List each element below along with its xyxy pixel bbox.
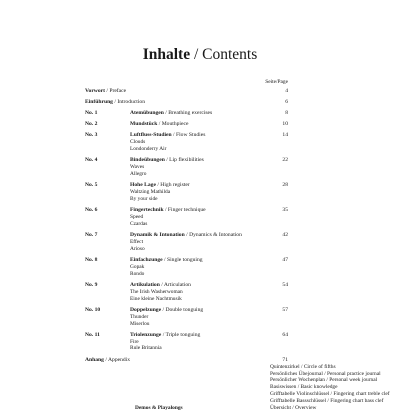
entry-title-english: / Preface (105, 88, 127, 94)
entry-title-german: Anhang (85, 356, 104, 363)
subentry-title: By your side (130, 196, 158, 202)
appendix-item-title (135, 405, 317, 412)
entry-title (85, 357, 130, 364)
entry-page: 64 (282, 331, 288, 338)
entry-title-german: Fingertechnik (130, 207, 164, 214)
entry-title (85, 88, 126, 95)
entry-page: 4 (285, 88, 288, 94)
entry-title-english: / Appendix (103, 356, 131, 363)
entry-page: 14 (282, 132, 288, 139)
subentry-title: Thunder (130, 313, 149, 320)
entry-title-german: Luftfluss-Studien (130, 132, 172, 139)
entry-title-german: Atemübungen (130, 110, 164, 117)
entry-title-german: Einfachzunge (130, 256, 163, 263)
entry-title-english: / High register (155, 182, 190, 189)
appendix-item-text: Übersicht / Overview (270, 405, 317, 411)
subentry-title: Londonderry Air (130, 146, 167, 153)
entry-number: No. 8 (85, 256, 98, 263)
subentry-title: Miserlou (130, 320, 150, 327)
entry-number: No. 4 (85, 157, 98, 164)
entry-title-english: / Articulation (159, 281, 191, 288)
entry-title-english: / Breathing exercises (163, 110, 213, 117)
entry-number: No. 9 (85, 281, 98, 288)
appendix-item-bold: Demos & Playalongs (135, 405, 183, 411)
entry-title-german: Doppelzunge (130, 306, 162, 313)
page-column-header: Seite/Page (265, 79, 288, 85)
entry-title-german: Mundstück (130, 121, 158, 128)
entry-title-english: / Lip flexibilities (164, 157, 204, 164)
entry-title-english: / Flow Studies (171, 132, 206, 139)
entry-number: No. 2 (85, 121, 98, 128)
appendix-item-text: Persönliches Übejournal / Personal practice journal (270, 370, 381, 377)
entry-title (130, 332, 200, 339)
subentry-title: Czardas (130, 220, 148, 227)
entry-title-german: Vorwort (85, 88, 105, 94)
appendix-item-text: Grifftabelle Bassschlüssel / Fingering chart bass clef (270, 398, 384, 405)
entry-title-german: Einführung (85, 99, 113, 106)
entry-title (130, 232, 242, 239)
entry-title-english: / Double tonguing (161, 306, 204, 313)
entry-title-german: Hohe Lage (130, 182, 156, 189)
entry-number: No. 6 (85, 207, 98, 214)
entry-number: No. 5 (85, 182, 98, 189)
entry-page: 22 (282, 157, 288, 164)
subentry-title: Gopak (130, 263, 145, 270)
appendix-item-text: Basiswissen / Basic knowledge (270, 384, 338, 391)
entry-title-german: Bindeübungen (130, 157, 165, 164)
entry-page: 10 (282, 121, 288, 128)
entry-title-english: / Mouthpiece (157, 121, 189, 128)
page-title-separator: / (190, 46, 203, 63)
entry-title-english: / Introduction (112, 99, 145, 106)
entry-title-english: / Triple tonguing (161, 331, 201, 338)
entry-title (85, 99, 145, 106)
appendix-item-text: Quintenzirkel / Circle of fifths (270, 363, 336, 370)
appendix-item-text: Grifftabelle Violinschlüssel / Fingering chart treble clef (270, 391, 390, 398)
entry-page: 57 (282, 306, 288, 313)
subentry-title: Waltzing Mathilda (130, 189, 171, 196)
entry-number: No. 10 (85, 306, 101, 313)
entry-title-english: / Single tonguing (162, 256, 203, 263)
entry-title-german: Artikulation (130, 281, 160, 288)
page-title-german: Inhalte (142, 46, 191, 63)
entry-page: 47 (282, 256, 288, 263)
appendix-item-text: Persönlicher Wochenplan / Personal week journal (270, 377, 378, 384)
entry-page: 42 (282, 232, 288, 238)
entry-page: 6 (285, 99, 288, 106)
entry-page: 54 (282, 281, 288, 288)
entry-page: 8 (285, 110, 288, 117)
entry-title (130, 110, 212, 117)
entry-page: 28 (282, 182, 288, 189)
subentry-title: Allegro (130, 171, 147, 178)
subentry-title: Clouds (130, 139, 146, 146)
subentry-title: Rule Britannia (130, 345, 162, 352)
page-title-english: Contents (202, 46, 258, 63)
entry-number: No. 3 (85, 132, 98, 139)
subentry-title: The Irish Washerwoman (130, 288, 183, 295)
subentry-title: Waves (130, 164, 145, 171)
subentry-title: Speed (130, 214, 144, 220)
entry-title-english: / Dynamics & Intonation (184, 232, 242, 238)
entry-title (130, 121, 188, 128)
subentry-title: Eine kleine Nachtmusik (130, 295, 182, 302)
entry-number: No. 7 (85, 232, 98, 238)
entry-title-english: / Finger technique (163, 207, 206, 214)
entry-title-german: Dynamik & Intonation (130, 232, 185, 238)
subentry-title: Fire (130, 338, 139, 345)
entry-number: No. 11 (85, 331, 100, 338)
entry-page: 71 (282, 356, 288, 363)
entry-page: 35 (282, 207, 288, 214)
subentry-title: Rondo (130, 270, 145, 277)
subentry-title: Arioso (130, 245, 145, 252)
entry-number: No. 1 (85, 110, 98, 117)
entry-title-german: Triolenzunge (130, 331, 162, 338)
subentry-title: Effect (130, 238, 144, 245)
